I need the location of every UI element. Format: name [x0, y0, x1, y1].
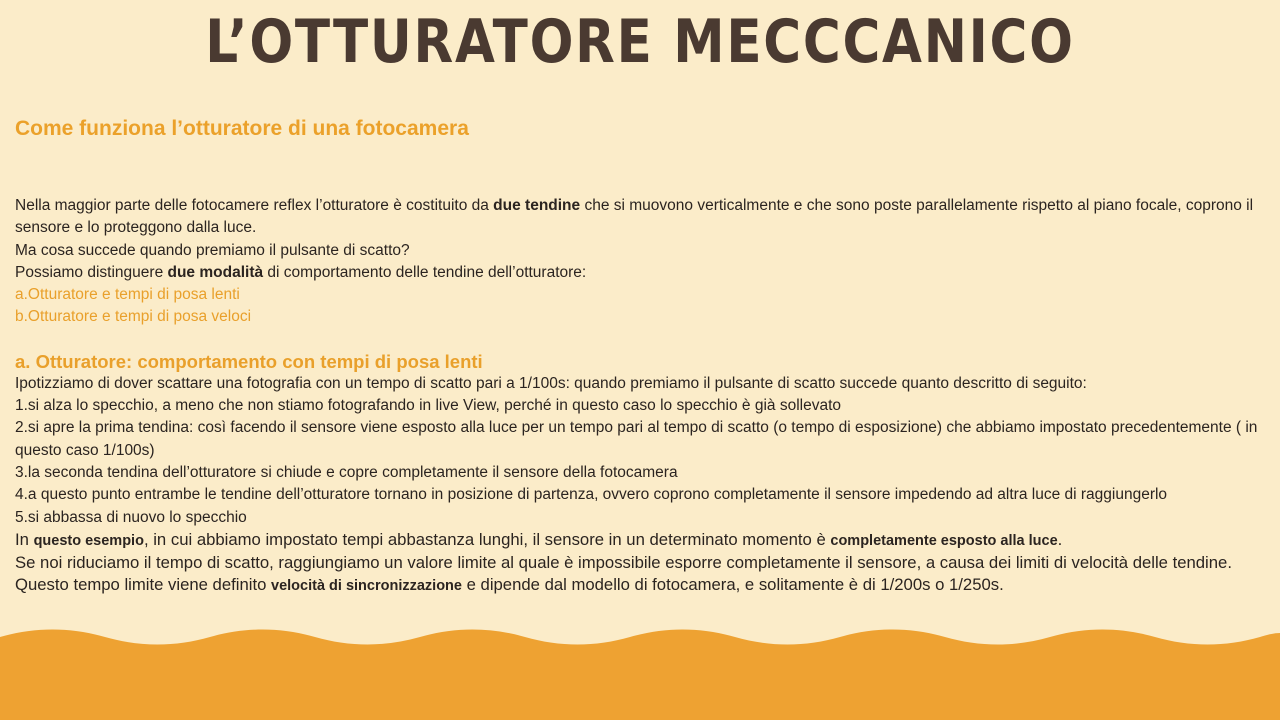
- intro-question: Ma cosa succede quando premiamo il pulsante di scatto?: [15, 241, 410, 259]
- mode-a-item: a.Otturatore e tempi di posa lenti: [15, 286, 240, 304]
- slide-subtitle: Come funziona l’otturatore di una fotocamera: [15, 117, 469, 140]
- example-text-end: .: [1057, 529, 1063, 549]
- section-a-heading: a. Otturatore: comportamento con tempi di posa lenti: [15, 350, 483, 372]
- modes-paragraph: [15, 262, 1265, 284]
- modes-text-end: di comportamento delle tendine dell’otturatore:: [263, 263, 587, 281]
- decorative-wave: [0, 625, 1280, 720]
- sync-text-end: e dipende dal modello di fotocamera, e solitamente è di 1/200s o 1/250s.: [461, 574, 1004, 594]
- example-emphasis: questo esempio: [33, 532, 144, 549]
- modes-text: Possiamo distinguere: [15, 263, 168, 281]
- step-3: 3.la seconda tendina dell’otturatore si chiude e copre completamente il sensore della fotocamera: [15, 463, 678, 481]
- example-paragraph: [15, 529, 1265, 552]
- sync-emphasis: velocità di sincronizzazione: [271, 577, 462, 594]
- step-1: 1.si alza lo specchio, a meno che non stiamo fotografando in live View, perché in questo caso lo specchio è già sollevato: [15, 397, 842, 415]
- exposure-emphasis: completamente esposto alla luce: [830, 532, 1058, 549]
- sync-paragraph: [15, 552, 1265, 597]
- section-a-lead: Ipotizziamo di dover scattare una fotografia con un tempo di scatto pari a 1/100s: quando premiamo il pulsante di scatto succede quanto descritto di seguito:: [15, 374, 1087, 392]
- example-text-mid: , in cui abbiamo impostato tempi abbastanza lunghi, il sensore in un determinato momento è: [143, 529, 831, 549]
- intro-text: Nella maggior parte delle fotocamere reflex l’otturatore è costituito da: [15, 197, 494, 214]
- intro-emphasis: due tendine: [493, 197, 581, 214]
- slide-title: L’OTTURATORE MECCCANICO: [205, 7, 1075, 77]
- modes-emphasis: due modalità: [167, 263, 264, 281]
- intro-paragraph: [15, 195, 1265, 240]
- wave-shape: [0, 630, 1280, 720]
- step-2: 2.si apre la prima tendina: così facendo il sensore viene esposto alla luce per un tempo pari al tempo di scatto (o tempo di esposizione) che abbiamo impostato precedentemente ( in questo caso 1/100s): [15, 419, 1258, 459]
- sync-text: Se noi riduciamo il tempo di scatto, raggiungiamo un valore limite al quale è impossibile esporre completamente il sensore, a causa dei limiti di velocità delle tendine. Questo tempo limite viene definito: [15, 552, 1232, 594]
- spacer: [15, 329, 1265, 351]
- example-text: In: [15, 529, 34, 549]
- step-4: 4.a questo punto entrambe le tendine dell’otturatore tornano in posizione di partenza, ovvero coprono completamente il sensore impedendo ad altra luce di raggiungerlo: [15, 486, 1168, 504]
- mode-b-item: b.Otturatore e tempi di posa veloci: [15, 308, 252, 326]
- intro-text-end: che si muovono verticalmente e che sono poste parallelamente rispetto al piano focale, coprono il sensore e lo proteggono dalla luce.: [15, 197, 1254, 237]
- slide-body: [15, 195, 1265, 597]
- step-5: 5.si abbassa di nuovo lo specchio: [15, 508, 247, 526]
